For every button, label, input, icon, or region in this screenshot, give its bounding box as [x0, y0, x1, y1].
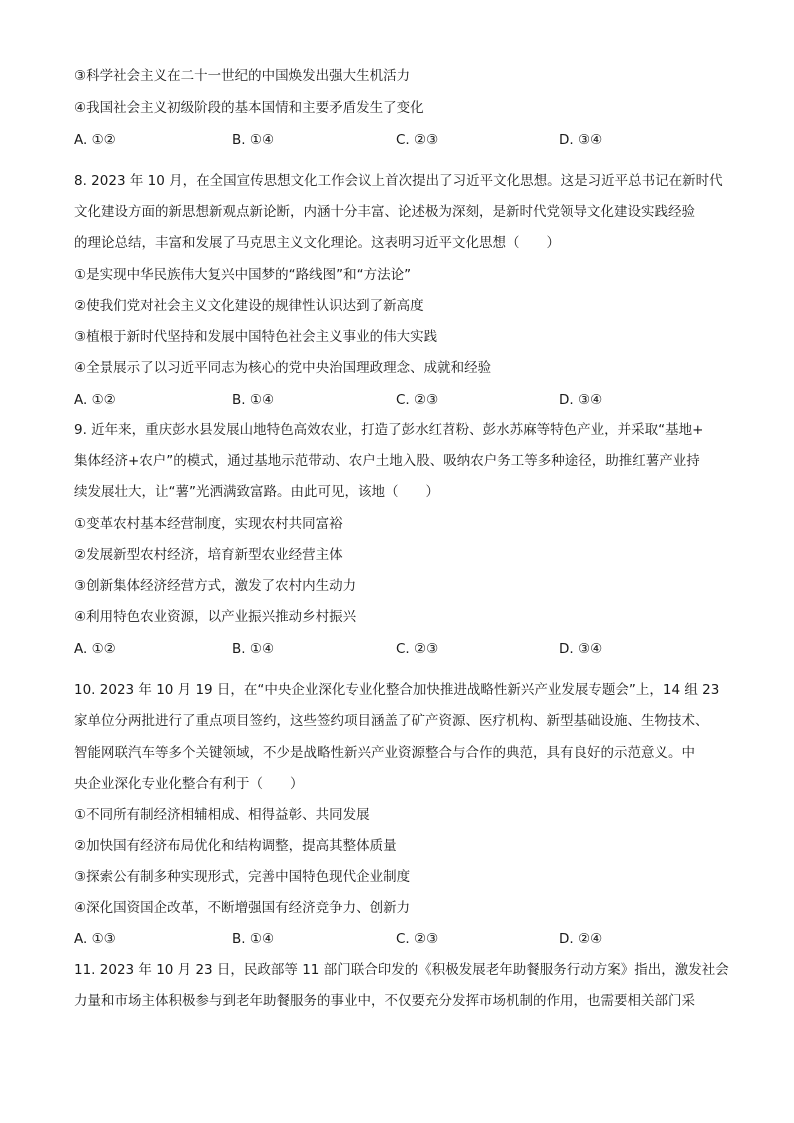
choice-b: B. ①④: [232, 132, 275, 148]
question-stem: 8. 2023 年 10 月，在全国宣传思想文化工作会议上首次提出了习近平文化思想。这是习近平总书记在新时代: [74, 173, 723, 189]
question-stem: 的理论总结，丰富和发展了马克思主义文化理论。这表明习近平文化思想（ ）: [74, 235, 560, 251]
option-line: ②加快国有经济布局优化和结构调整，提高其整体质量: [74, 838, 397, 854]
choice-a: A. ①②: [74, 392, 116, 408]
choice-a: A. ①③: [74, 931, 116, 947]
choice-b: B. ①④: [232, 392, 275, 408]
choice-c: C. ②③: [396, 931, 439, 947]
choice-d: D. ③④: [559, 132, 603, 148]
choice-row: [74, 130, 734, 150]
option-line: ③科学社会主义在二十一世纪的中国焕发出强大生机活力: [74, 68, 411, 84]
choice-c: C. ②③: [396, 132, 439, 148]
question-stem: 智能网联汽车等多个关键领域，不少是战略性新兴产业资源整合与合作的典范，具有良好的示范意义。中: [74, 745, 695, 761]
option-line: ①是实现中华民族伟大复兴中国梦的“路线图”和“方法论”: [74, 267, 412, 283]
option-line: ④我国社会主义初级阶段的基本国情和主要矛盾发生了变化: [74, 100, 424, 116]
choice-d: D. ③④: [559, 392, 603, 408]
question-stem: 10. 2023 年 10 月 19 日，在“中央企业深化专业化整合加快推进战略性新兴产业发展专题会”上，14 组 23: [74, 682, 720, 698]
option-line: ③探索公有制多种实现形式，完善中国特色现代企业制度: [74, 869, 411, 885]
option-line: ②发展新型农村经济，培育新型农业经营主体: [74, 547, 343, 563]
question-stem: 续发展壮大，让“薯”光洒满致富路。由此可见，该地（ ）: [74, 484, 439, 500]
choice-row: [74, 639, 734, 659]
choice-a: A. ①②: [74, 641, 116, 657]
option-line: ③植根于新时代坚持和发展中国特色社会主义事业的伟大实践: [74, 329, 438, 345]
question-stem: 央企业深化专业化整合有利于（ ）: [74, 776, 304, 792]
option-line: ④利用特色农业资源，以产业振兴推动乡村振兴: [74, 609, 357, 625]
option-line: ①不同所有制经济相辅相成、相得益彰、共同发展: [74, 807, 370, 823]
choice-b: B. ①④: [232, 931, 275, 947]
choice-d: D. ②④: [559, 931, 603, 947]
option-line: ④全景展示了以习近平同志为核心的党中央治国理政理念、成就和经验: [74, 360, 492, 376]
choice-b: B. ①④: [232, 641, 275, 657]
option-line: ①变革农村基本经营制度，实现农村共同富裕: [74, 516, 343, 532]
question-stem: 力量和市场主体积极参与到老年助餐服务的事业中，不仅要充分发挥市场机制的作用，也需要相关部门采: [74, 993, 695, 1009]
choice-row: [74, 929, 734, 949]
choice-d: D. ③④: [559, 641, 603, 657]
question-stem: 11. 2023 年 10 月 23 日，民政部等 11 部门联合印发的《积极发展老年助餐服务行动方案》指出，激发社会: [74, 962, 729, 978]
choice-row: [74, 390, 734, 410]
question-stem: 文化建设方面的新思想新观点新论断，内涵十分丰富、论述极为深刻，是新时代党领导文化建设实践经验: [74, 204, 695, 220]
question-stem: 家单位分两批进行了重点项目签约，这些签约项目涵盖了矿产资源、医疗机构、新型基础设施、生物技术、: [74, 713, 709, 729]
question-stem: 9. 近年来，重庆彭水县发展山地特色高效农业，打造了彭水红苕粉、彭水苏麻等特色产业，并采取“基地+: [74, 422, 704, 438]
choice-c: C. ②③: [396, 392, 439, 408]
choice-c: C. ②③: [396, 641, 439, 657]
question-stem: 集体经济+农户”的模式，通过基地示范带动、农户土地入股、吸纳农户务工等多种途径，助推红薯产业持: [74, 453, 700, 469]
option-line: ②使我们党对社会主义文化建设的规律性认识达到了新高度: [74, 298, 424, 314]
option-line: ④深化国资国企改革，不断增强国有经济竞争力、创新力: [74, 900, 411, 916]
option-line: ③创新集体经济经营方式，激发了农村内生动力: [74, 578, 357, 594]
choice-a: A. ①②: [74, 132, 116, 148]
